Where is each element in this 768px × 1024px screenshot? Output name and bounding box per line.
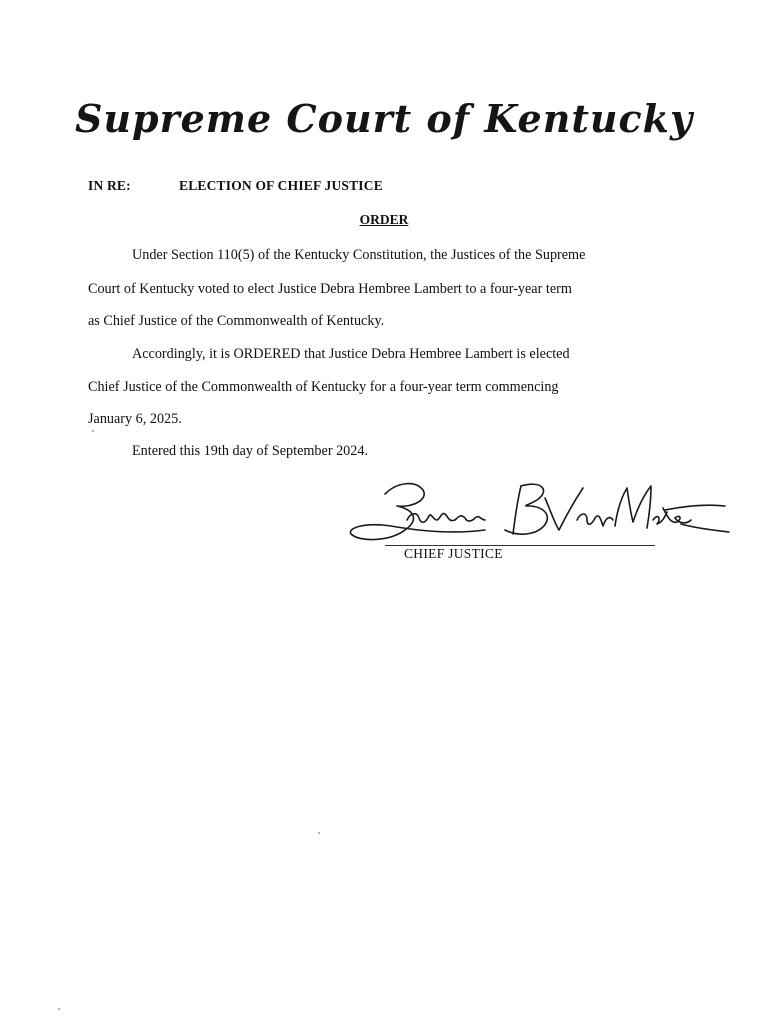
in-re-label: IN RE: bbox=[88, 178, 131, 193]
paragraph-1-line-3: as Chief Justice of the Commonwealth of Kentucky. bbox=[88, 313, 385, 329]
scan-speck bbox=[92, 430, 94, 432]
paragraph-1-line-1: Under Section 110(5) of the Kentucky Constitution, the Justices of the Supreme bbox=[132, 247, 586, 263]
handwritten-signature bbox=[345, 472, 745, 552]
scan-speck bbox=[318, 832, 320, 834]
paragraph-2-line-2: Chief Justice of the Commonwealth of Kentucky for a four-year term commencing bbox=[88, 379, 559, 395]
scan-speck bbox=[58, 1008, 60, 1010]
court-masthead: Supreme Court of Kentucky bbox=[74, 96, 694, 141]
paragraph-1-line-2: Court of Kentucky voted to elect Justice Debra Hembree Lambert to a four-year term bbox=[88, 281, 572, 297]
in-re-subject: ELECTION OF CHIEF JUSTICE bbox=[179, 178, 383, 193]
signer-title: CHIEF JUSTICE bbox=[404, 546, 503, 561]
order-heading bbox=[0, 211, 768, 229]
entered-date-line: Entered this 19th day of September 2024. bbox=[132, 443, 369, 459]
paragraph-2-line-1: Accordingly, it is ORDERED that Justice Debra Hembree Lambert is elected bbox=[132, 346, 570, 362]
order-heading-text: ORDER bbox=[359, 212, 409, 227]
paragraph-2-line-3: January 6, 2025. bbox=[88, 411, 182, 427]
